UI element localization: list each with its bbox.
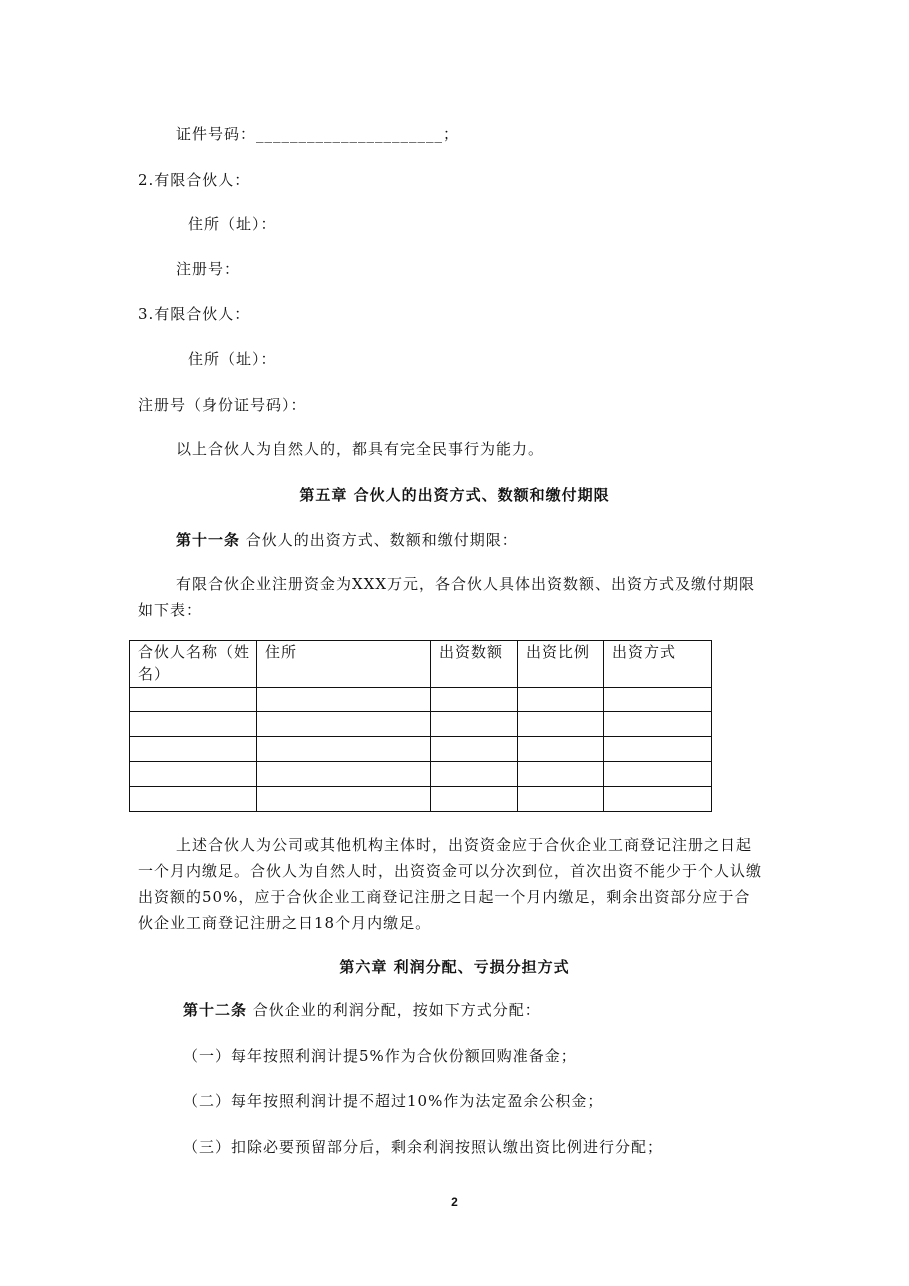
table-header-partner-name: 合伙人名称（姓名） <box>130 641 257 688</box>
limited-partner-2-address: 住所（址）： <box>188 215 277 233</box>
table-cell <box>130 687 257 712</box>
table-cell <box>604 737 712 762</box>
table-header-row <box>130 641 712 688</box>
limited-partner-3-address: 住所（址）： <box>188 350 277 368</box>
table-cell <box>257 687 431 712</box>
capital-intro-paragraph: 有限合伙企业注册资金为XXX万元，各合伙人具体出资数额、出资方式及缴付期限如下表： <box>138 575 756 619</box>
page-number: 2 <box>451 1195 458 1209</box>
table-row <box>130 712 712 737</box>
limited-partner-3-registration: 注册号（身份证号码）： <box>138 396 307 414</box>
distribution-item-1: （一）每年按照利润计提5%作为合伙份额回购准备金； <box>183 1047 577 1065</box>
id-number-line: 证件号码：______________________； <box>176 125 460 143</box>
table-cell <box>431 737 518 762</box>
table-cell <box>130 762 257 787</box>
civil-capacity-statement: 以上合伙人为自然人的，都具有完全民事行为能力。 <box>176 440 545 458</box>
table-cell <box>431 687 518 712</box>
table-cell <box>130 787 257 812</box>
table-cell <box>431 762 518 787</box>
table-cell <box>257 762 431 787</box>
table-cell <box>518 762 604 787</box>
article-11-text: 合伙人的出资方式、数额和缴付期限： <box>240 531 518 549</box>
table-cell <box>604 762 712 787</box>
table-row <box>130 762 712 787</box>
table-cell <box>518 787 604 812</box>
article-12-text: 合伙企业的利润分配，按如下方式分配： <box>247 1001 541 1019</box>
capital-contribution-table <box>129 640 712 812</box>
table-header-address: 住所 <box>257 641 431 688</box>
table-cell <box>604 687 712 712</box>
table-cell <box>604 712 712 737</box>
table-header-ratio: 出资比例 <box>518 641 604 688</box>
chapter-6-heading: 第六章 利润分配、亏损分担方式 <box>339 958 570 976</box>
table-header-method: 出资方式 <box>604 641 712 688</box>
payment-terms-paragraph: 上述合伙人为公司或其他机构主体时，出资资金应于合伙企业工商登记注册之日起一个月内缴足。合伙人为自然人时，出资资金可以分次到位，首次出资不能少于个人认缴出资额的50%，应于合伙企业工商登记注册之日起一个月内缴足，剩余出资部分应于合伙企业工商登记注册之日18个月内缴足。 <box>138 836 763 932</box>
distribution-item-2: （二）每年按照利润计提不超过10%作为法定盈余公积金； <box>183 1092 604 1110</box>
article-11 <box>176 530 518 550</box>
table-cell <box>130 737 257 762</box>
article-12 <box>183 1000 541 1020</box>
limited-partner-2-title: 2.有限合伙人： <box>138 171 251 189</box>
table-row <box>130 787 712 812</box>
table-cell <box>518 712 604 737</box>
distribution-item-3: （三）扣除必要预留部分后，剩余利润按照认缴出资比例进行分配； <box>183 1138 664 1156</box>
table-cell <box>431 712 518 737</box>
table-cell <box>257 712 431 737</box>
table-header-amount: 出资数额 <box>431 641 518 688</box>
table-row <box>130 687 712 712</box>
article-11-label: 第十一条 <box>176 531 241 549</box>
table-cell <box>257 737 431 762</box>
table-cell <box>518 687 604 712</box>
limited-partner-2-registration: 注册号： <box>176 260 241 278</box>
table-row <box>130 737 712 762</box>
article-12-label: 第十二条 <box>183 1001 248 1019</box>
table-cell <box>518 737 604 762</box>
chapter-5-heading: 第五章 合伙人的出资方式、数额和缴付期限 <box>299 486 610 504</box>
table-cell <box>431 787 518 812</box>
table-cell <box>130 712 257 737</box>
table-cell <box>604 787 712 812</box>
limited-partner-3-title: 3.有限合伙人： <box>138 305 251 323</box>
table-cell <box>257 787 431 812</box>
